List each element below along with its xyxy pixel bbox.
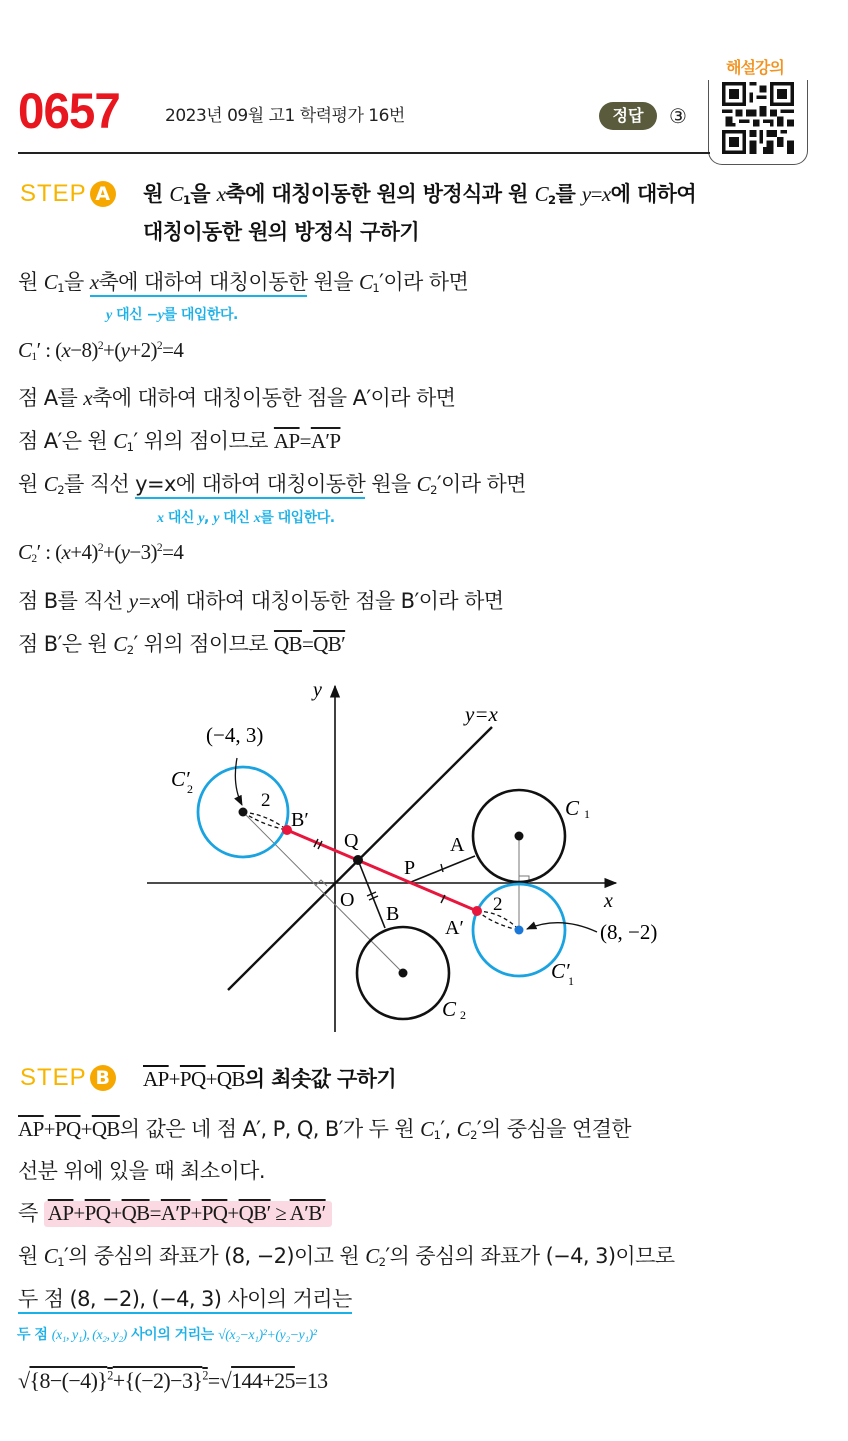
segment-ap <box>411 856 475 882</box>
text-line: 원 $C_2$를 직선 y=x에 대하여 대칭이동한 원을 $C_2'$이라 하면 <box>18 468 526 498</box>
svg-text:B′: B′ <box>291 809 309 831</box>
equation-c1-prime: $C_1'$ : $(x-8)^2+(y+2)^2=4$ <box>18 338 184 363</box>
text-line <box>18 1283 352 1313</box>
svg-text:B: B <box>386 903 400 925</box>
svg-text:y: y <box>313 679 322 701</box>
svg-text:C′: C′ <box>171 767 190 791</box>
text-line: $\overline{AP}+\overline{PQ}+\overline{QB}$의 값은 네 점 A′, P, Q, B′가 두 원 $C_1'$, $C_2'$의 중심을 연결한 <box>18 1117 631 1142</box>
svg-text:A′: A′ <box>445 917 464 939</box>
text-line: 점 A′은 원 $C_1'$ 위의 점이므로 $\overline{AP}=A'P$ <box>18 429 341 454</box>
center-c1-prime <box>515 926 524 935</box>
svg-text:2: 2 <box>493 894 503 915</box>
underlined-phrase: x축에 대하여 대칭이동한 <box>90 270 308 297</box>
text-line: 점 A를 x축에 대하여 대칭이동한 점을 A′이라 하면 <box>18 386 456 410</box>
hint-note: y 대신 −y를 대입한다. <box>106 307 238 323</box>
text-line: 점 B를 직선 y=x에 대하여 대칭이동한 점을 B′이라 하면 <box>18 589 504 613</box>
svg-text:C′: C′ <box>551 959 570 983</box>
svg-text:y=x: y=x <box>465 702 498 726</box>
underlined-phrase: 두 점 (8, −2), (−4, 3) 사이의 거리는 <box>18 1287 352 1314</box>
svg-text:2: 2 <box>261 790 271 811</box>
underlined-phrase: y=x에 대하여 대칭이동한 <box>135 472 365 499</box>
segment-bprime-aprime <box>287 830 477 911</box>
equation-c2-prime: $C_2'$ : $(x+4)^2+(y-3)^2=4$ <box>18 540 184 565</box>
text-line: 선분 위에 있을 때 최소이다. <box>18 1159 265 1183</box>
answer-value: ③ <box>669 104 687 128</box>
svg-text:1: 1 <box>584 807 590 821</box>
distance-result: $√\{8-(-4)\}^2+\{(-2)-3\}^2=√144+25=13$ <box>18 1368 328 1393</box>
step-letter-icon: A <box>90 181 116 207</box>
center-c2 <box>399 969 408 978</box>
svg-text:A: A <box>450 834 465 856</box>
step-label: STEP <box>20 180 87 207</box>
svg-text:2: 2 <box>187 782 193 796</box>
answer-badge: 정답 <box>599 102 657 130</box>
svg-text:C: C <box>565 796 580 820</box>
svg-text:C: C <box>442 997 457 1021</box>
text-line: 즉 $\overline{AP}+\overline{PQ}+\overline{QB}=A'P+\overline{PQ}+QB' \ge A'B'$ <box>18 1197 332 1227</box>
step-a-title: 원 $C_1$을 x축에 대칭이동한 원의 방정식과 원 $C_2$를 y=x에 대하여 <box>143 182 697 207</box>
highlighted-inequality: $\overline{AP}+\overline{PQ}+\overline{QB}=A'P+\overline{PQ}+QB' \ge A'B'$ <box>44 1201 332 1227</box>
svg-text:1: 1 <box>568 974 574 988</box>
text-line: 점 B′은 원 $C_2'$ 위의 점이므로 $\overline{QB}=QB'$ <box>18 632 346 657</box>
problem-number: 0657 <box>18 83 120 139</box>
svg-text:Q: Q <box>344 830 359 852</box>
step-b-badge <box>20 1064 116 1092</box>
step-b-title: $\overline{AP}+\overline{PQ}+\overline{QB}$의 최솟값 구하기 <box>143 1067 397 1091</box>
svg-text:x: x <box>604 890 613 912</box>
hint-note: 두 점 (x₁, y₁), (x₂, y₂) 사이의 거리는 √(x₂−x₁)²+(y₂−y₁)² <box>17 1327 317 1343</box>
svg-text:P: P <box>404 857 416 879</box>
step-a-title-line2: 대칭이동한 원의 방정식 구하기 <box>143 220 420 244</box>
hint-note: x 대신 y, y 대신 x를 대입한다. <box>157 510 335 526</box>
text-line: 원 $C_1'$의 중심의 좌표가 (8, −2)이고 원 $C_2'$의 중심의 좌표가 (−4, 3)이므로 <box>18 1244 675 1269</box>
center-c1 <box>515 832 524 841</box>
svg-text:(−4, 3): (−4, 3) <box>206 723 264 747</box>
svg-text:2: 2 <box>460 1008 466 1022</box>
point-q <box>353 855 363 865</box>
center-c2-prime <box>239 808 248 817</box>
svg-text:(8, −2): (8, −2) <box>600 920 658 944</box>
problem-source: 2023년 09월 고1 학력평가 16번 <box>165 106 405 126</box>
svg-text:O: O <box>340 889 355 911</box>
text-line: 원 $C_1$을 x축에 대하여 대칭이동한 원을 $C_1'$이라 하면 <box>18 266 468 296</box>
step-label: STEP <box>20 1064 87 1091</box>
reflection-line-b <box>243 812 403 973</box>
point-a-prime <box>472 906 482 916</box>
lecture-label: 해설강의 <box>726 58 784 77</box>
step-letter-icon: B <box>90 1065 116 1091</box>
